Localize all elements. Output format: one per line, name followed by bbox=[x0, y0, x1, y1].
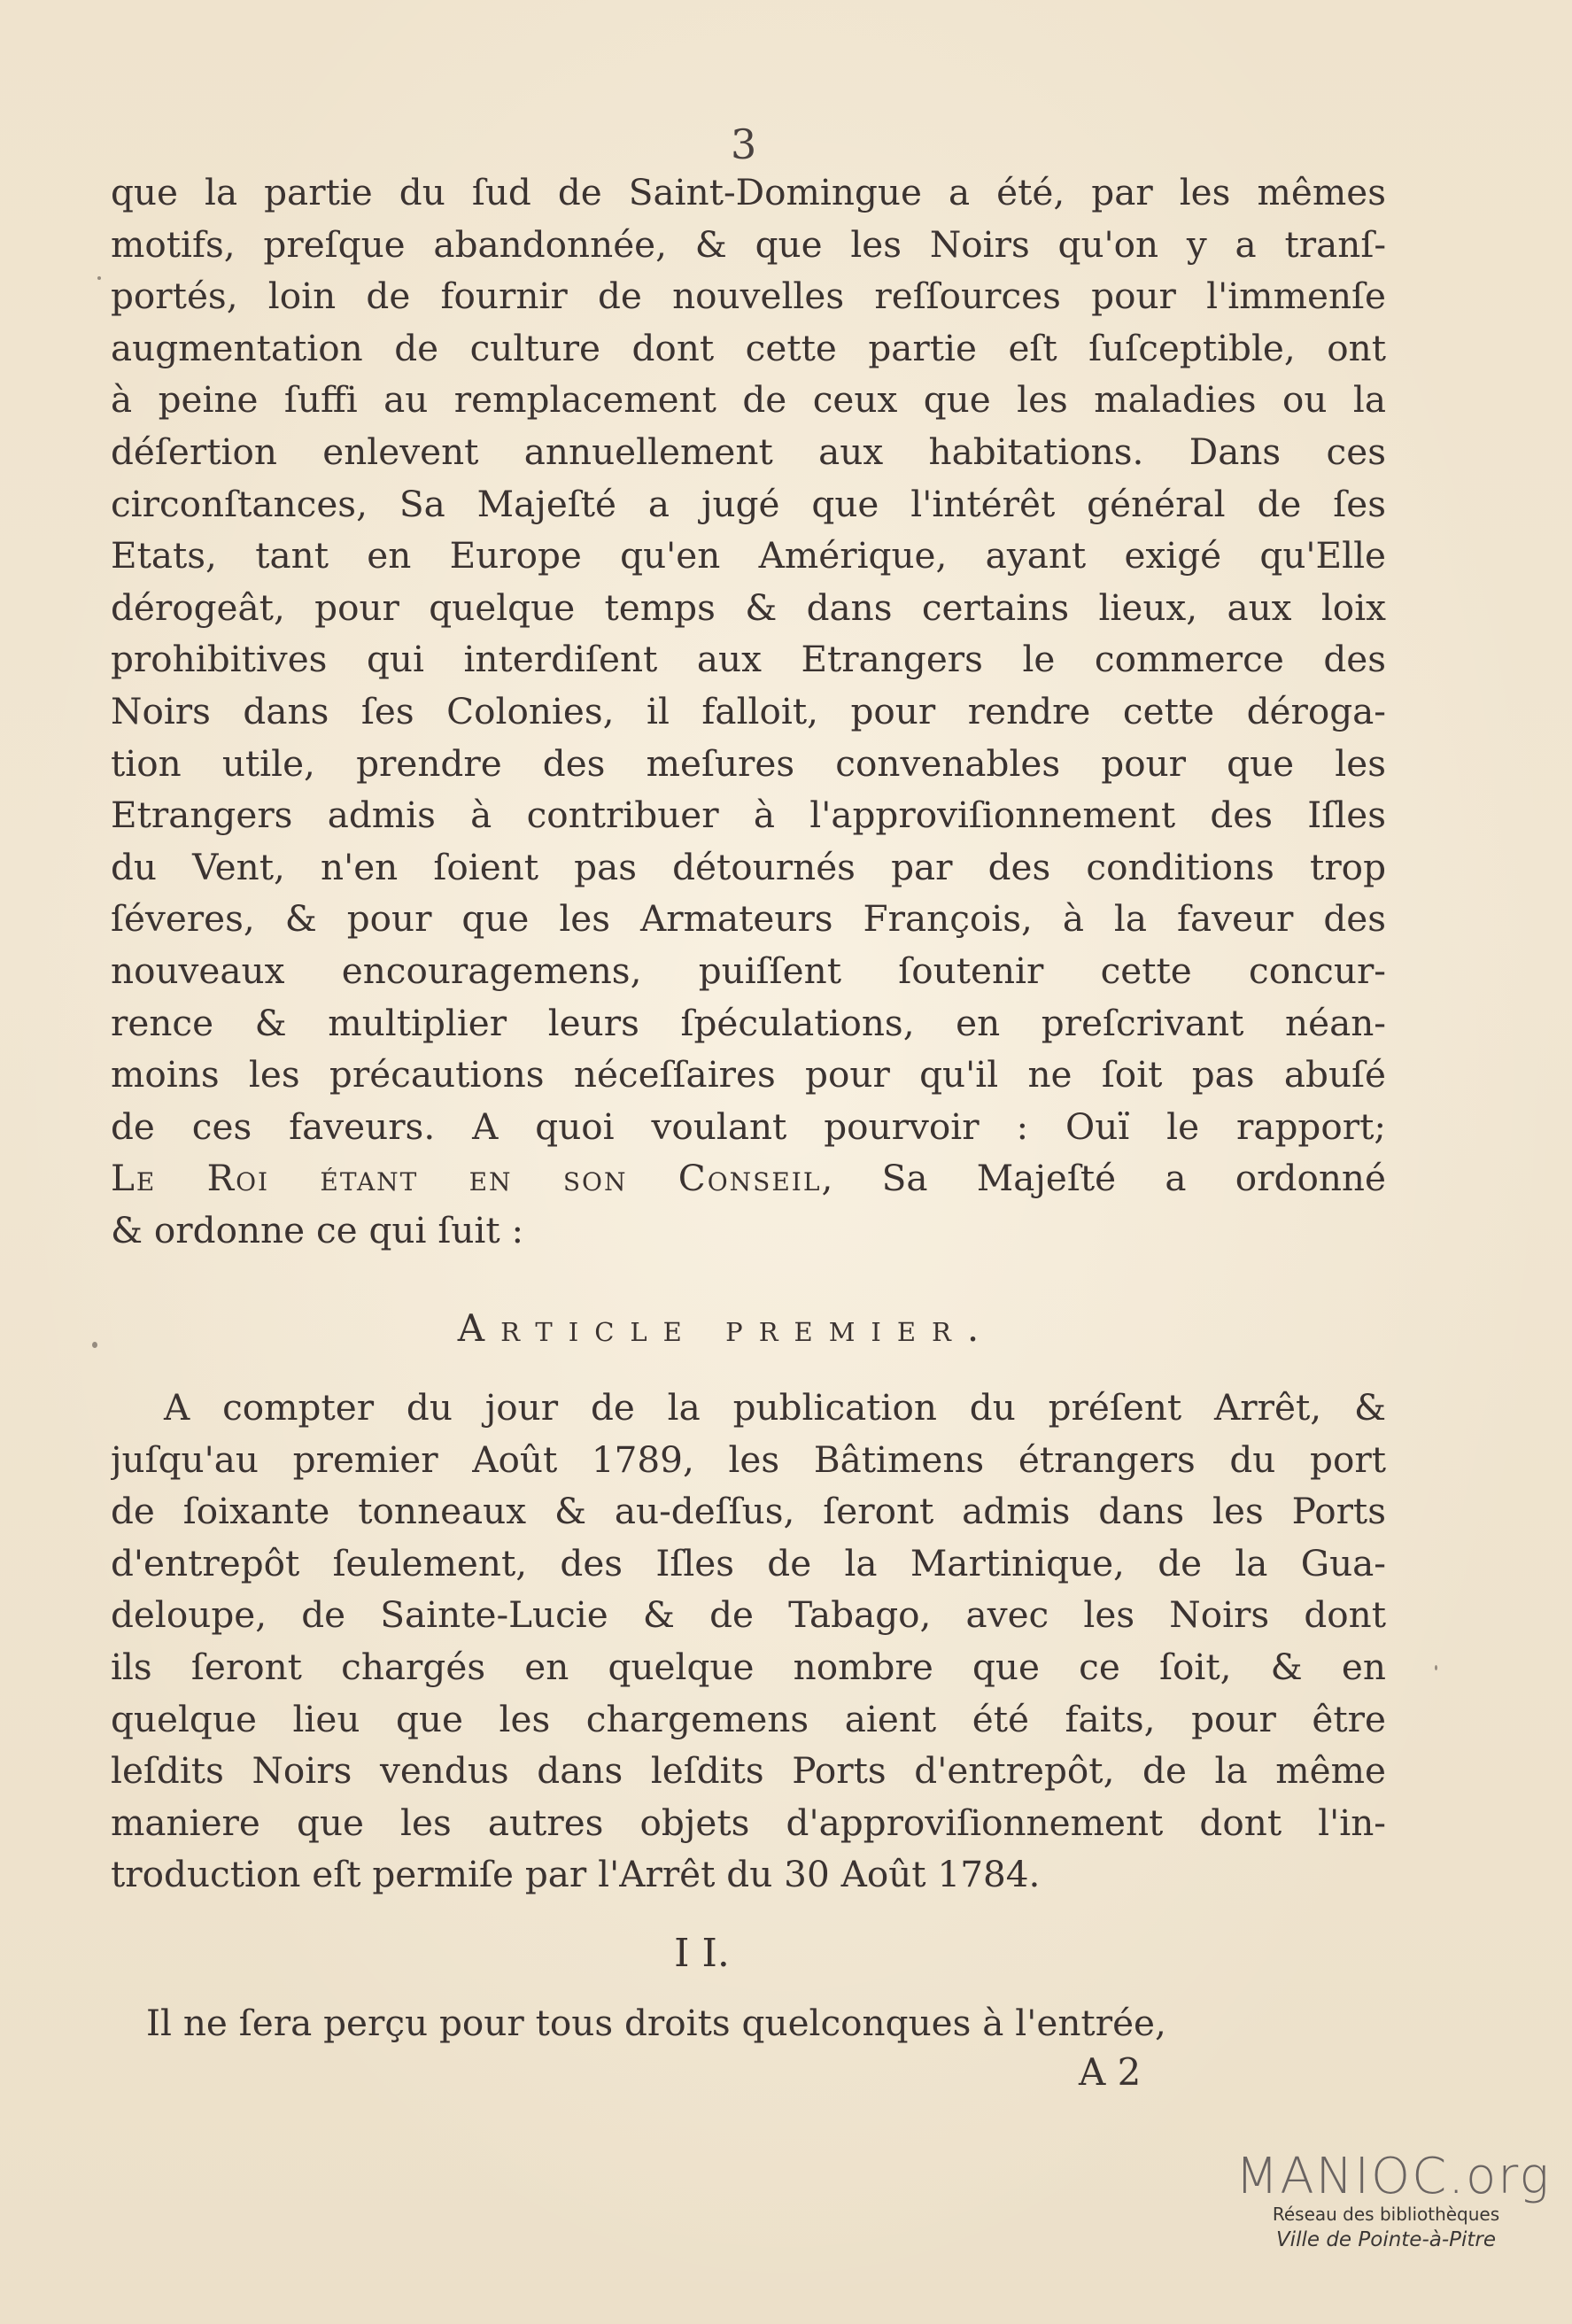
paragraph-line: Etrangers admis à contribuer à l'approviſionnement des Iſles bbox=[111, 794, 1386, 837]
page-number: 3 bbox=[731, 120, 757, 168]
article-line: A compter du jour de la publication du préſent Arrêt, & bbox=[164, 1386, 1386, 1429]
paragraph-line: nouveaux encouragemens, puiſſent ſoutenir cette concur- bbox=[111, 949, 1386, 992]
section-two-heading: I I. bbox=[674, 1931, 730, 1976]
paragraph-line: de ces faveurs. A quoi voulant pourvoir : Ouï le rapport; bbox=[111, 1104, 1386, 1148]
section-two-first-line: Il ne ſera perçu pour tous droits quelconques à l'entrée, bbox=[146, 2002, 1166, 2044]
paragraph-line: du Vent, n'en ſoient pas détournés par des conditions trop bbox=[111, 845, 1386, 888]
paragraph-line: Noirs dans ſes Colonies, il falloit, pour rendre cette déroga- bbox=[111, 689, 1386, 732]
paragraph-line: à peine ſuffi au remplacement de ceux que les maladies ou la bbox=[111, 378, 1386, 422]
watermark-line-2: Ville de Pointe-à-Pitre bbox=[1275, 2228, 1497, 2251]
article-line: maniere que les autres objets d'approviſionnement dont l'in- bbox=[111, 1801, 1386, 1844]
article-line: ils ſeront chargés en quelque nombre que ce ſoit, & en bbox=[111, 1645, 1386, 1688]
paragraph-line: ſéveres, & pour que les Armateurs François, à la faveur des bbox=[111, 897, 1386, 941]
watermark-line-1: Réseau des bibliothèques bbox=[1272, 2204, 1500, 2225]
paragraph-line: moins les précautions néceſſaires pour qu'il ne ſoit pas abuſé bbox=[111, 1053, 1386, 1096]
article-line: troduction eſt permiſe par l'Arrêt du 30 Août 1784. bbox=[111, 1853, 1041, 1896]
king-council-rest: , Sa Majeſté a ordonné bbox=[821, 1157, 1386, 1200]
article-line: leſdits Noirs vendus dans leſdits Ports d'entrepôt, de la même bbox=[111, 1749, 1386, 1793]
preamble-paragraph bbox=[111, 167, 1386, 1256]
article-heading: Article premier. bbox=[457, 1306, 995, 1350]
paragraph-line: circonſtances, Sa Majeſté a jugé que l'intérêt général de ſes bbox=[111, 482, 1386, 525]
paragraph-line: motifs, preſque abandonnée, & que les Noirs qu'on y a tranſ- bbox=[111, 222, 1386, 266]
signature-mark: A 2 bbox=[1079, 2050, 1142, 2094]
paragraph-line: Etats, tant en Europe qu'en Amérique, ayant exigé qu'Elle bbox=[111, 534, 1386, 577]
article-line: d'entrepôt ſeulement, des Iſles de la Martinique, de la Gua- bbox=[111, 1541, 1386, 1584]
paragraph-line: portés, loin de fournir de nouvelles reſſources pour l'immenſe bbox=[111, 275, 1386, 318]
king-council-smallcaps: Le Roi étant en son Conseil bbox=[111, 1157, 822, 1200]
article-one-body bbox=[111, 1382, 1386, 1901]
paragraph-line: tion utile, prendre des meſures convenables pour que les bbox=[111, 741, 1386, 785]
article-line: juſqu'au premier Août 1789, les Bâtimens étrangers du port bbox=[111, 1437, 1386, 1481]
paragraph-line: prohibitives qui interdiſent aux Etrangers le commerce des bbox=[111, 638, 1386, 681]
paragraph-line: rence & multiplier leurs ſpéculations, en preſcrivant néan- bbox=[111, 1001, 1386, 1044]
paragraph-line: déſertion enlevent annuellement aux habitations. Dans ces bbox=[111, 430, 1386, 473]
article-line: deloupe, de Sainte-Lucie & de Tabago, avec les Noirs dont bbox=[111, 1593, 1386, 1637]
king-council-line bbox=[111, 1152, 1386, 1205]
manioc-logo: MANIOC.org bbox=[1235, 2148, 1551, 2205]
paragraph-line: augmentation de culture dont cette partie eſt ſuſceptible, ont bbox=[111, 326, 1386, 369]
manioc-watermark bbox=[1235, 2148, 1551, 2253]
paragraph-line: que la partie du ſud de Saint-Domingue a été, par les mêmes bbox=[111, 171, 1386, 213]
article-line: de ſoixante tonneaux & au-deſſus, ſeront admis dans les Ports bbox=[111, 1490, 1386, 1533]
paragraph-line: dérogeât, pour quelque temps & dans certains lieux, aux loix bbox=[111, 585, 1386, 629]
article-line: quelque lieu que les chargemens aient été faits, pour être bbox=[111, 1697, 1386, 1740]
paper-speck bbox=[1435, 1665, 1437, 1670]
paper-speck bbox=[97, 276, 101, 280]
closing-line: & ordonne ce qui ſuit : bbox=[111, 1208, 524, 1251]
paper-speck bbox=[92, 1342, 97, 1348]
